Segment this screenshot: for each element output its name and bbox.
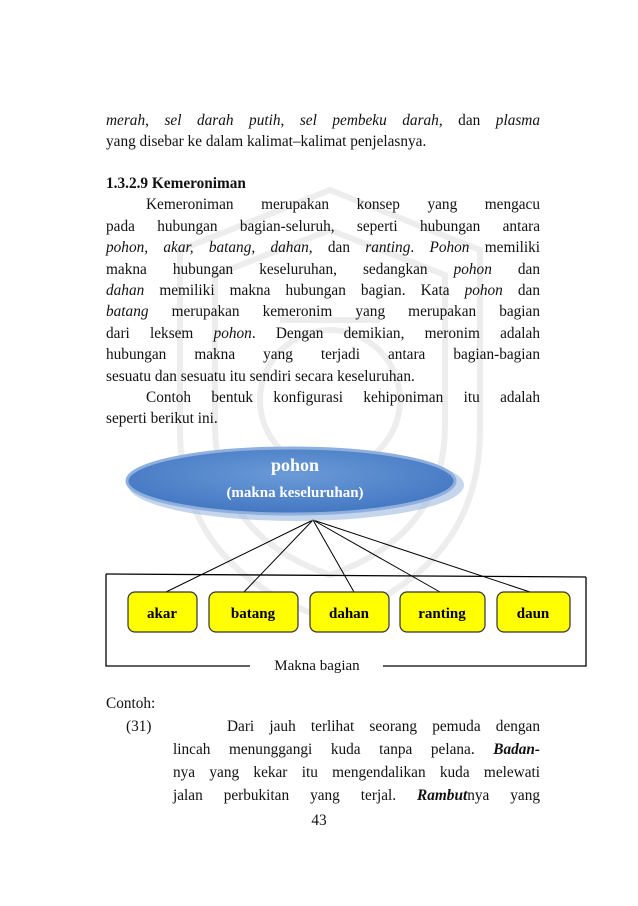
part-label-batang: batang	[230, 606, 276, 622]
section-kemeroniman	[106, 173, 540, 430]
example-block	[106, 692, 540, 811]
text-line: jalan perbukitan yang terjal. Rambutnya yang	[173, 787, 541, 804]
text-line: hubungan makna yang terjadi antara bagian-bagian	[106, 346, 540, 364]
connector-lines	[166, 520, 530, 592]
text-line: Kemeroniman merupakan konsep yang mengacu	[146, 196, 540, 214]
section-heading: 1.3.2.9 Kemeroniman	[106, 175, 246, 192]
root-title: pohon	[270, 455, 320, 475]
part-label-akar: akar	[147, 606, 177, 622]
text-line: Contoh bentuk konfigurasi kehiponiman itu adalah	[146, 389, 540, 407]
text-line: pohon, akar, batang, dahan, dan ranting. Pohon memiliki	[106, 239, 540, 257]
text-line: Dari jauh terlihat seorang pemuda dengan	[227, 718, 540, 735]
part-label-dahan: dahan	[328, 606, 370, 622]
connector-line	[244, 520, 313, 592]
meronymy-diagram	[0, 440, 638, 680]
part-label-ranting: ranting	[418, 606, 466, 622]
example-number: (31)	[126, 718, 152, 735]
root-subtitle: (makna keseluruhan)	[226, 485, 364, 501]
text-line: merah, sel darah putih, sel pembeku darah, dan plasma	[106, 112, 540, 129]
text-line: dahan memiliki makna hubungan bagian. Kata pohon dan	[106, 282, 540, 300]
bracket-label: Makna bagian	[274, 658, 360, 674]
text-line: makna hubungan keseluruhan, sedangkan pohon dan	[106, 260, 540, 278]
part-boxes	[128, 592, 570, 632]
text-line: pada hubungan bagian-seluruh, seperti hubungan antara	[106, 217, 540, 235]
page-number: 43	[311, 812, 327, 829]
text-line: yang disebar ke dalam kalimat–kalimat penjelasnya.	[106, 133, 427, 151]
paragraph-top	[106, 110, 540, 153]
text-line: dari leksem pohon. Dengan demikian, meronim adalah	[106, 324, 540, 342]
text-line: nya yang kekar itu mengendalikan kuda melewati	[173, 764, 540, 781]
part-label-daun: daun	[516, 606, 550, 622]
example-text	[173, 715, 540, 807]
connector-line	[166, 520, 313, 592]
example-label: Contoh:	[106, 695, 156, 712]
text-line: sesuatu dan sesuatu itu sendiri secara keseluruhan.	[106, 367, 415, 385]
text-line: seperti berikut ini.	[106, 410, 218, 428]
text-line: lincah menunggangi kuda tanpa pelana. Badan-	[173, 741, 540, 758]
text-line: batang merupakan kemeronim yang merupakan bagian	[106, 303, 540, 321]
bracket-top	[106, 574, 586, 577]
connector-line	[313, 520, 354, 592]
